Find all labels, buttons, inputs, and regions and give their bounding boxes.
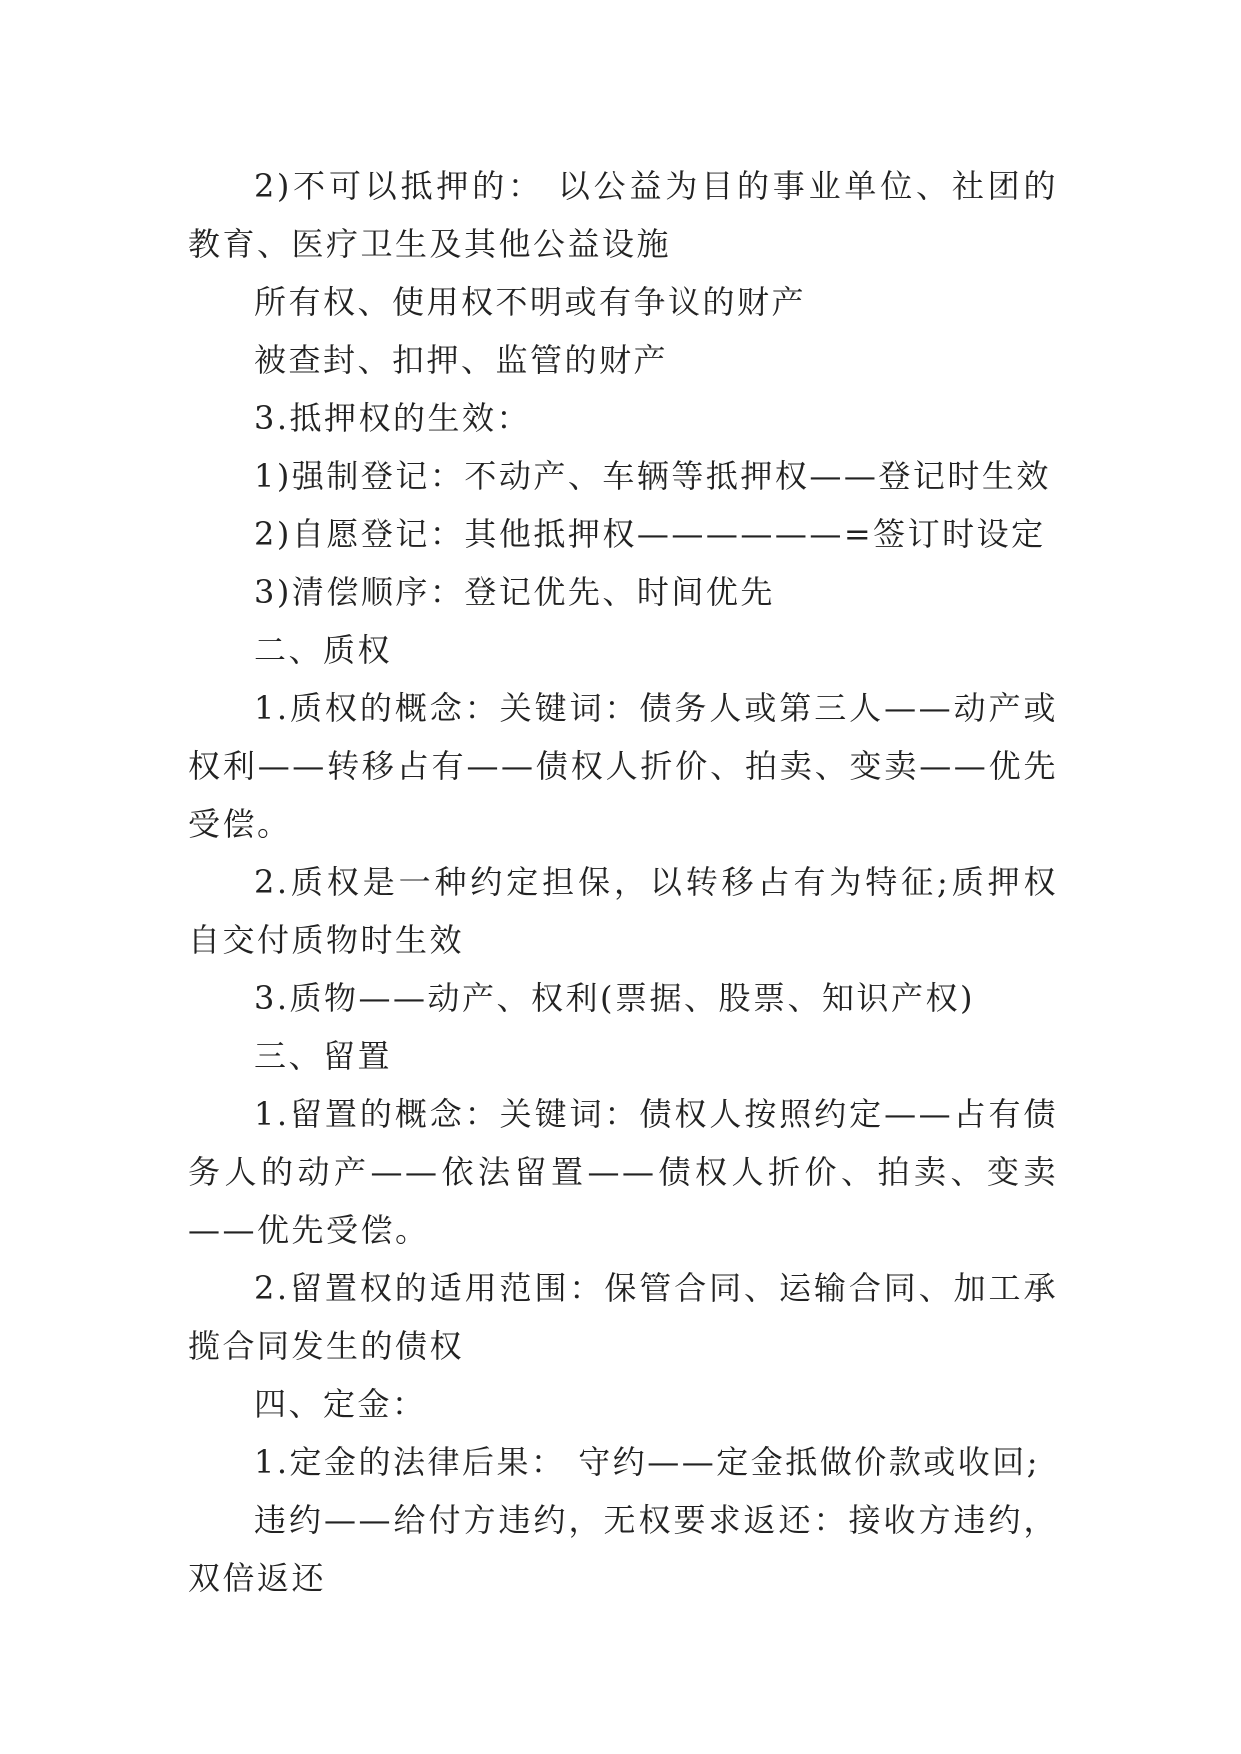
- paragraph-voluntary-registration: 2)自愿登记：其他抵押权——————=签订时设定: [254, 515, 1046, 553]
- paragraph-unclear-ownership: 所有权、使用权不明或有争议的财产: [254, 283, 807, 321]
- section-heading-lien: 三、留置: [254, 1037, 393, 1075]
- paragraph-pledge-concept: 1.质权的概念：关键词：债务人或第三人——动产或权利——转移占有——债权人折价、拍卖、变卖——优先受偿。: [188, 689, 1058, 843]
- paragraph-breach-consequences: 违约——给付方违约，无权要求返还：接收方违约，双倍返还: [188, 1501, 1058, 1597]
- paragraph-mortgage-effectiveness: 3.抵押权的生效：: [254, 399, 532, 437]
- section-heading-pledge: 二、质权: [254, 631, 393, 669]
- paragraph-lien-concept: 1.留置的概念：关键词：债权人按照约定——占有债务人的动产——依法留置——债权人折价、拍卖、变卖——优先受偿。: [188, 1095, 1058, 1249]
- paragraph-seized-property: 被查封、扣押、监管的财产: [254, 341, 669, 379]
- section-heading-deposit: 四、定金：: [254, 1385, 427, 1423]
- paragraph-pledged-items: 3.质物——动产、权利(票据、股票、知识产权): [254, 979, 976, 1017]
- paragraph-lien-scope: 2.留置权的适用范围：保管合同、运输合同、加工承揽合同发生的债权: [188, 1269, 1058, 1365]
- paragraph-mandatory-registration: 1)强制登记：不动产、车辆等抵押权——登记时生效: [254, 457, 1051, 495]
- paragraph-non-mortgageable-property: 2)不可以抵押的： 以公益为目的事业单位、社团的教育、医疗卫生及其他公益设施: [188, 167, 1058, 263]
- document-body: [188, 157, 1058, 1607]
- paragraph-pledge-nature: 2.质权是一种约定担保，以转移占有为特征;质押权自交付质物时生效: [188, 863, 1058, 959]
- paragraph-repayment-order: 3)清偿顺序：登记优先、时间优先: [254, 573, 775, 611]
- paragraph-deposit-consequences: 1.定金的法律后果： 守约——定金抵做价款或收回;: [254, 1443, 1040, 1481]
